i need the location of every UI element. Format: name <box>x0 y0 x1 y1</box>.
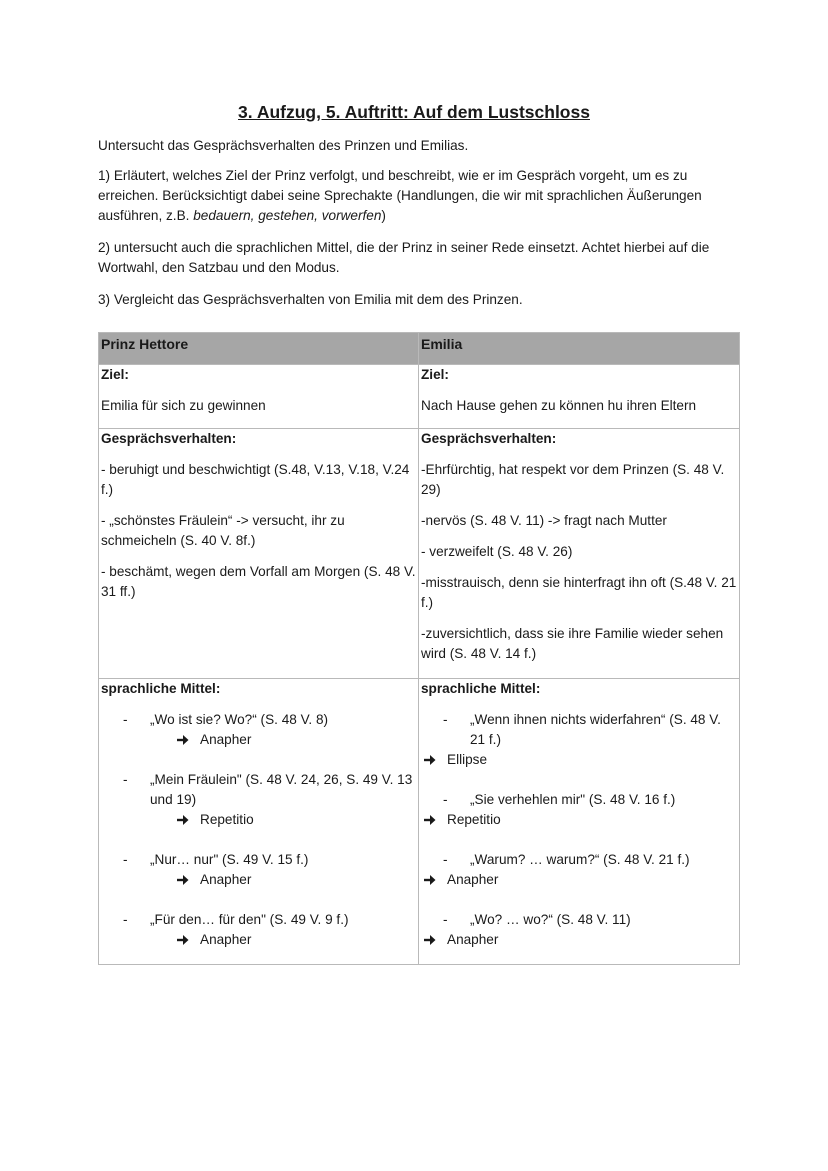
cell-ziel-emilia <box>419 365 740 429</box>
dash-bullet: - <box>443 852 448 867</box>
list-item <box>101 770 416 810</box>
list-item: -nervös (S. 48 V. 11) -> fragt nach Mutter <box>421 513 667 528</box>
list-item <box>421 790 737 810</box>
list-item <box>101 710 416 730</box>
task-1-examples: bedauern, gestehen, vorwerfen <box>193 208 382 223</box>
cell-ziel-prinz <box>99 365 419 429</box>
cell-sm-prinz <box>99 679 419 965</box>
device-text: Anapher <box>200 732 252 747</box>
dash-bullet: - <box>443 792 448 807</box>
list-item: - beschämt, wegen dem Vorfall am Morgen (S. 48 V. 31 ff.) <box>101 564 416 599</box>
header-emilia: Emilia <box>419 333 740 365</box>
dash-bullet: - <box>443 712 448 727</box>
device-line <box>101 930 416 950</box>
table-row-ziel <box>99 365 740 429</box>
task-1 <box>98 166 738 226</box>
quote-text: „Wenn ihnen nichts widerfahren“ (S. 48 V. 21 f.) <box>470 712 721 747</box>
arrow-right-icon <box>423 933 437 947</box>
task-1-text: 1) Erläutert, welches Ziel der Prinz verfolgt, und beschreibt, wie er im Gespräch vorgeht, um es zu erreichen. Berücksichtigt dabei seine Sprechakte (Handlungen, die wir mit sprachlichen Äußerungen ausführen, z.B. <box>98 168 702 223</box>
arrow-right-icon <box>176 933 190 947</box>
device-text: Anapher <box>447 872 499 887</box>
list-item: -zuversichtlich, dass sie ihre Familie wieder sehen wird (S. 48 V. 14 f.) <box>421 626 724 661</box>
table-header-row <box>99 333 740 365</box>
dash-bullet: - <box>123 772 128 787</box>
cell-sm-emilia <box>419 679 740 965</box>
ziel-emilia-text: Nach Hause gehen zu können hu ihren Eltern <box>421 398 697 413</box>
device-text: Anapher <box>200 872 252 887</box>
list-item: -Ehrfürchtig, hat respekt vor dem Prinzen (S. 48 V. 29) <box>421 462 725 497</box>
arrow-right-icon <box>176 873 190 887</box>
sm-label: sprachliche Mittel: <box>421 681 541 696</box>
device-line <box>421 930 737 950</box>
device-line <box>421 870 737 890</box>
device-text: Anapher <box>200 932 252 947</box>
list-item: - „schönstes Fräulein“ -> versucht, ihr zu schmeicheln (S. 40 V. 8f.) <box>101 513 345 548</box>
intro-text: Untersucht das Gesprächsverhalten des Prinzen und Emilias. <box>98 138 469 153</box>
arrow-right-icon <box>423 813 437 827</box>
quote-text: „Wo ist sie? Wo?“ (S. 48 V. 8) <box>150 712 329 727</box>
list-item <box>421 910 737 930</box>
list-item <box>101 850 416 870</box>
page-title: 3. Aufzug, 5. Auftritt: Auf dem Lustschloss <box>238 102 590 122</box>
device-text: Repetitio <box>447 812 501 827</box>
quote-text: „Nur… nur" (S. 49 V. 15 f.) <box>150 852 309 867</box>
arrow-right-icon <box>423 753 437 767</box>
sm-label: sprachliche Mittel: <box>101 681 221 696</box>
device-line <box>421 750 737 770</box>
header-prinz: Prinz Hettore <box>99 333 419 365</box>
task-2: 2) untersucht auch die sprachlichen Mittel, die der Prinz in seiner Rede einsetzt. Achtet hierbei auf die Wortwahl, den Satzbau und den Modus. <box>98 240 710 275</box>
list-item <box>421 850 737 870</box>
list-item <box>101 910 416 930</box>
gv-label: Gesprächsverhalten: <box>421 431 557 446</box>
task-1-close: ) <box>381 208 386 223</box>
device-line <box>101 810 416 830</box>
quote-text: „Warum? … warum?“ (S. 48 V. 21 f.) <box>470 852 690 867</box>
ziel-label: Ziel: <box>101 367 129 382</box>
device-text: Ellipse <box>447 752 488 767</box>
list-item: - beruhigt und beschwichtigt (S.48, V.13, V.18, V.24 f.) <box>101 462 410 497</box>
arrow-right-icon <box>176 813 190 827</box>
quote-text: „Mein Fräulein" (S. 48 V. 24, 26, S. 49 V. 13 und 19) <box>150 772 413 807</box>
table-row-sprachliche-mittel <box>99 679 740 965</box>
comparison-table <box>98 332 740 965</box>
task-3: 3) Vergleicht das Gesprächsverhalten von Emilia mit dem des Prinzen. <box>98 292 523 307</box>
device-line <box>101 730 416 750</box>
list-item <box>421 710 737 750</box>
arrow-right-icon <box>176 733 190 747</box>
dash-bullet: - <box>123 912 128 927</box>
list-item: - verzweifelt (S. 48 V. 26) <box>421 544 573 559</box>
quote-text: „Sie verhehlen mir" (S. 48 V. 16 f.) <box>470 792 676 807</box>
device-text: Repetitio <box>200 812 254 827</box>
cell-gv-prinz <box>99 429 419 679</box>
dash-bullet: - <box>123 712 128 727</box>
cell-gv-emilia <box>419 429 740 679</box>
dash-bullet: - <box>123 852 128 867</box>
arrow-right-icon <box>423 873 437 887</box>
quote-text: „Für den… für den" (S. 49 V. 9 f.) <box>150 912 349 927</box>
dash-bullet: - <box>443 912 448 927</box>
device-line <box>421 810 737 830</box>
ziel-prinz-text: Emilia für sich zu gewinnen <box>101 398 266 413</box>
list-item: -misstrauisch, denn sie hinterfragt ihn oft (S.48 V. 21 f.) <box>421 575 737 610</box>
table-row-gespraechsverhalten <box>99 429 740 679</box>
ziel-label: Ziel: <box>421 367 449 382</box>
device-line <box>101 870 416 890</box>
device-text: Anapher <box>447 932 499 947</box>
gv-label: Gesprächsverhalten: <box>101 431 237 446</box>
quote-text: „Wo? … wo?“ (S. 48 V. 11) <box>470 912 631 927</box>
